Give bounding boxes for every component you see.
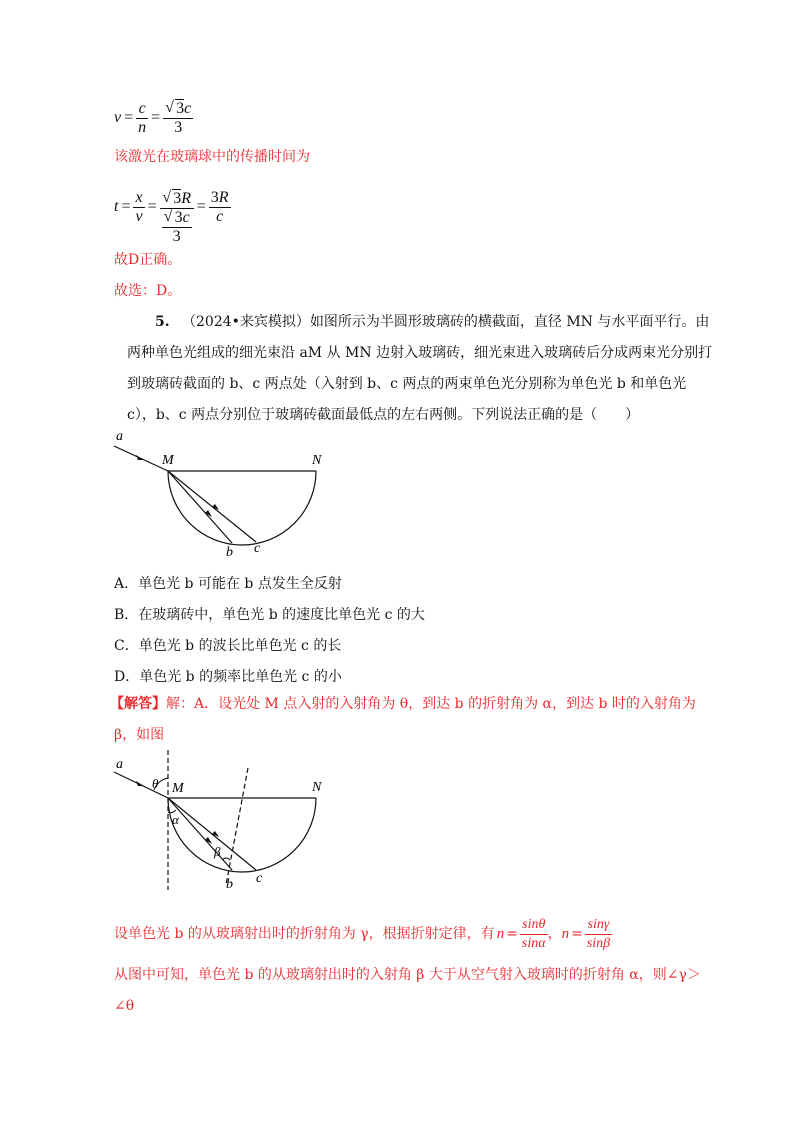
figure-semicircle-1 [108, 428, 348, 562]
q5-text-line3: 到玻璃砖截面的 b、c 两点处（入射到 b、c 两点的两束单色光分别称为单色光 b 和单色光 [127, 376, 687, 392]
refraction-f2-num: sinγ [585, 916, 612, 935]
option-c: C．单色光 b 的波长比单色光 c 的长 [114, 638, 342, 654]
formula-v-c: c [184, 99, 192, 117]
semicircle-arc [168, 471, 316, 545]
line-choose: 故选：D。 [114, 283, 182, 299]
semicircle-arc-2 [168, 798, 316, 872]
answer-line2: β，如图 [114, 727, 165, 743]
formula-t-sqrt-c: 3 [174, 209, 183, 226]
formula-v-sqrt: 3 [176, 99, 185, 117]
label-n-2: N [312, 780, 322, 795]
figure-semicircle-2 [108, 750, 348, 892]
refraction-f1-num: sinθ [520, 916, 548, 935]
formula-t-x: x [135, 188, 143, 206]
refraction-f1-den: sinα [521, 935, 546, 951]
refraction-comma: ， [547, 926, 562, 942]
answer-tag: 【解答】 [110, 696, 166, 712]
answer-line1 [110, 694, 696, 714]
refraction-n2: n [561, 926, 570, 942]
formula-t-r: R [181, 190, 192, 207]
formula-t-3: 3 [210, 188, 219, 206]
ray-c [168, 471, 256, 542]
conclusion-line2: ∠θ [114, 998, 135, 1014]
q5-text-line1: （2024•来宾模拟）如图所示为半圆形玻璃砖的横截面，直径 MN 与水平面平行。由 [182, 314, 710, 330]
label-theta: θ [152, 776, 159, 791]
label-m-1: M [162, 453, 174, 468]
label-n-1: N [312, 453, 322, 468]
option-b: B．在玻璃砖中，单色光 b 的速度比单色光 c 的大 [114, 607, 425, 623]
formula-v-den: n [138, 118, 147, 136]
label-b-2: b [226, 877, 233, 892]
option-a: A．单色光 b 可能在 b 点发生全反射 [114, 576, 342, 592]
refraction-text: 设单色光 b 的从玻璃射出时的折射角为 γ，根据折射定律，有 [114, 926, 495, 942]
q5-text-line4: c），b、c 两点分别位于玻璃砖截面最低点的左右两侧。下列说法正确的是（ ） [127, 407, 640, 423]
label-m-2: M [172, 781, 184, 796]
label-a-1: a [116, 429, 123, 444]
conclusion-line1: 从图中可知，单色光 b 的从玻璃射出时的入射角 β 大于从空气射入玻璃时的折射角 α，则∠γ＞ [114, 967, 701, 983]
formula-t-three: 3 [172, 228, 181, 245]
formula-t-lhs: t [114, 198, 119, 215]
formula-t: t = $\frac{x}{v}$ = √ 3R √ $\frac{3c}{3}$ = $\frac{3R}{c}$ [114, 176, 231, 238]
refraction-line: 设单色光 b 的从玻璃射出时的折射角为 γ，根据折射定律，有 n = $\frac{\sin\theta}{\sin\alpha}$ ， n = $\frac{\sin\gamma}{\sin\beta}$ [114, 916, 611, 951]
formula-v: v = $\frac{c}{n}$ = √ $\frac{3c}{3}$ [114, 96, 193, 140]
label-b-1: b [226, 545, 233, 560]
formula-t-c-inner: c [182, 209, 190, 226]
formula-v-num: c [136, 100, 148, 119]
formula-v-lhs: v [114, 109, 122, 126]
formula-v-three: 3 [174, 118, 183, 136]
line-time-intro: 该激光在玻璃球中的传播时间为 [114, 149, 310, 165]
q5-text-line2: 两种单色光组成的细光束沿 aM 从 MN 边射入玻璃砖，细光束进入玻璃砖后分成两束光分别打 [127, 345, 713, 361]
formula-t-R: R [218, 188, 229, 206]
label-c-2: c [256, 871, 263, 886]
option-d: D．单色光 b 的频率比单色光 c 的小 [114, 669, 342, 685]
formula-t-sqrt-r: 3 [173, 190, 182, 207]
refraction-f2-den: sinβ [586, 935, 611, 951]
label-alpha: α [172, 812, 179, 827]
q5-number: 5. [155, 314, 170, 330]
label-c-1: c [254, 541, 261, 556]
label-beta: β [214, 844, 221, 859]
answer-text-1: 解：A．设光处 M 点入射的入射角为 θ，到达 b 的折射角为 α，到达 b 时的入射角为 [166, 696, 696, 712]
line-d-correct: 故D正确。 [114, 252, 182, 268]
formula-t-c: c [216, 207, 224, 225]
label-a-2: a [116, 757, 123, 772]
formula-t-v: v [135, 207, 143, 225]
refraction-n1: n [496, 926, 505, 942]
